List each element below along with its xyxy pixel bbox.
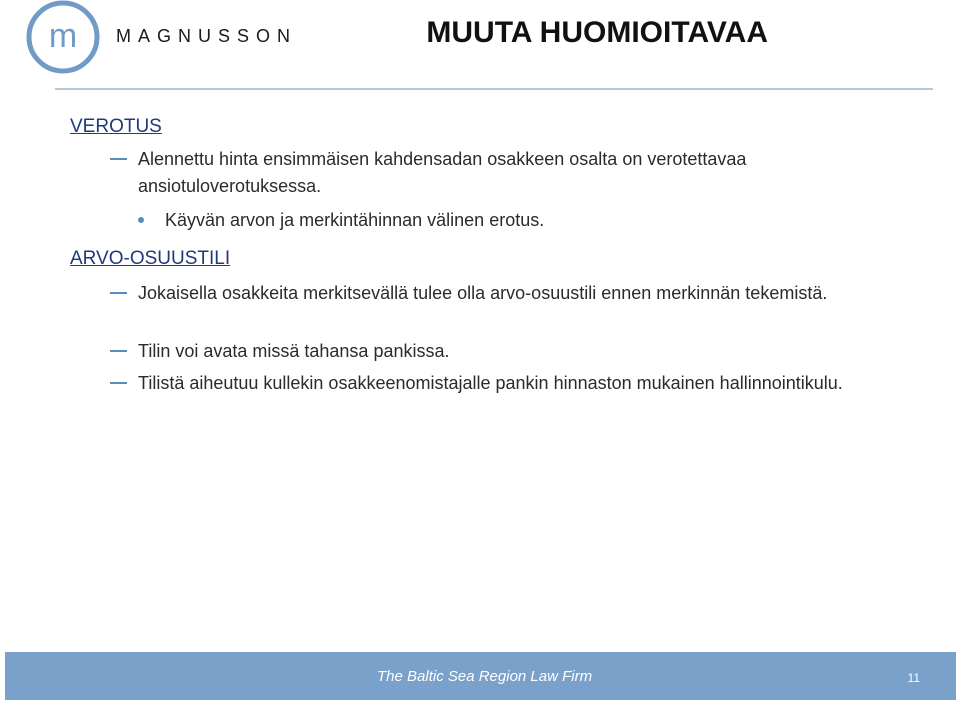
dash-bullet-icon — [110, 350, 127, 352]
dot-bullet-icon — [138, 217, 144, 223]
list-item-text: Tilin voi avata missä tahansa pankissa. — [138, 341, 450, 361]
list-item — [110, 338, 870, 365]
sub-list-item — [138, 208, 838, 232]
dash-bullet-icon — [110, 382, 127, 384]
dash-bullet-icon — [110, 158, 127, 160]
section-heading-verotus: VEROTUS — [70, 116, 162, 137]
footer-bar — [5, 652, 956, 700]
logo-letter: m — [48, 17, 78, 55]
header-divider — [55, 88, 933, 90]
list-item-text: Alennettu hinta ensimmäisen kahdensadan osakkeen osalta on verotettavaa ansiotuloverotuksessa. — [138, 149, 747, 196]
brand-name: MAGNUSSON — [116, 26, 298, 46]
list-item — [110, 146, 870, 200]
list-item-text: Jokaisella osakkeita merkitsevällä tulee olla arvo-osuustili ennen merkinnän tekemistä. — [138, 283, 828, 303]
page-number: 11 — [907, 671, 920, 685]
sub-list-item-text: Käyvän arvon ja merkintähinnan välinen erotus. — [165, 210, 545, 230]
list-item — [110, 280, 870, 307]
footer-tagline: The Baltic Sea Region Law Firm — [377, 668, 593, 685]
section-heading-arvo-osuustili: ARVO-OSUUSTILI — [70, 248, 231, 269]
slide-title: MUUTA HUOMIOITAVAA — [426, 16, 768, 49]
logo-circle-icon — [26, 0, 100, 74]
list-item — [110, 370, 870, 397]
magnusson-logo — [26, 0, 316, 74]
dash-bullet-icon — [110, 292, 127, 294]
list-item-text: Tilistä aiheutuu kullekin osakkeenomistajalle pankin hinnaston mukainen hallinnointikulu. — [138, 373, 843, 393]
